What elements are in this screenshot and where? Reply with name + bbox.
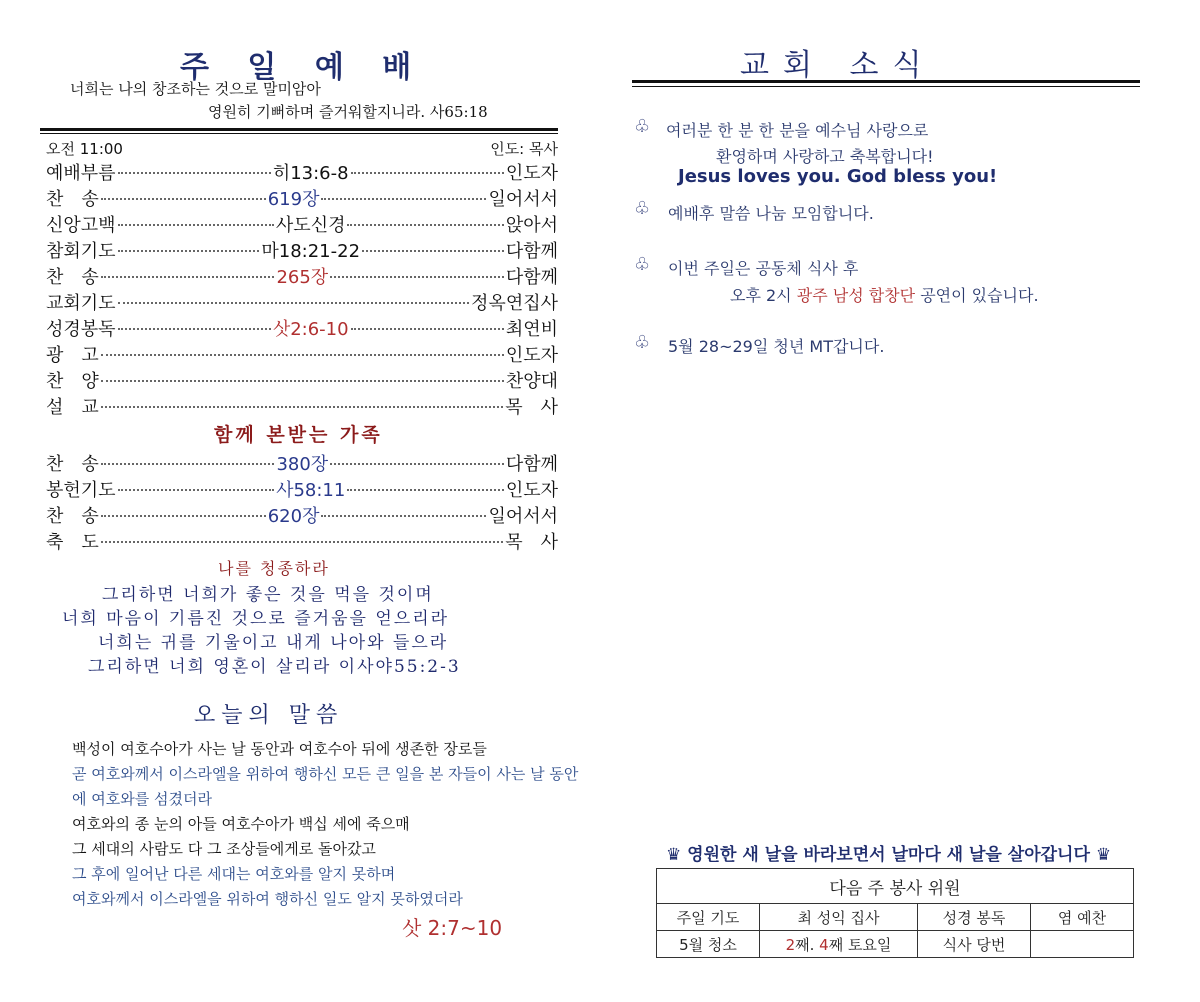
order-reference: 619장	[267, 189, 320, 210]
order-reference: 265장	[276, 267, 329, 288]
order-row	[46, 450, 558, 476]
dot-leader	[347, 489, 504, 491]
order-row	[46, 476, 558, 502]
dot-leader	[101, 406, 503, 408]
order-row	[46, 185, 558, 211]
order-reference: 620장	[267, 506, 320, 527]
order-label: 신앙고백	[46, 215, 116, 236]
order-person: 정옥연집사	[471, 293, 558, 314]
clover-icon: ♧	[634, 254, 651, 275]
section2-title: 함께 본받는 가족	[214, 424, 383, 446]
motto-text: 영원한 새 날을 바라보면서 날마다 새 날을 살아갑니다	[687, 845, 1090, 865]
scripture-line: 여호와께서 이스라엘을 위하여 행하신 일도 알지 못하였더라	[72, 890, 463, 908]
divider	[40, 128, 558, 131]
dot-leader	[118, 224, 274, 226]
dot-leader	[330, 276, 504, 278]
service-table	[656, 868, 1134, 958]
scripture-line: 백성이 여호수아가 사는 날 동안과 여호수아 뒤에 생존한 장로들	[72, 740, 487, 758]
service-cell: 주일 기도	[657, 904, 760, 931]
service-leader: 인도: 목사	[490, 140, 558, 158]
order-row	[46, 502, 558, 528]
order-label: 광 고	[46, 345, 99, 366]
scripture-line: 에 여호와를 섬겼더라	[72, 790, 212, 808]
clover-icon: ♧	[634, 198, 651, 219]
service-cell: 최 성익 집사	[760, 904, 918, 931]
order-label: 참회기도	[46, 241, 116, 262]
title-verse-line1: 너희는 나의 창조하는 것으로 말미암아	[70, 80, 321, 98]
order-label: 찬 송	[46, 189, 99, 210]
dot-leader	[347, 224, 503, 226]
church-news-title: 교회 소식	[740, 48, 936, 83]
clover-icon: ♧	[634, 116, 651, 137]
dot-leader	[101, 198, 266, 200]
dot-leader	[101, 515, 266, 517]
order-person: 인도자	[505, 345, 558, 366]
order-label: 성경봉독	[46, 319, 116, 340]
service-cell	[1031, 931, 1134, 958]
benediction-title: 나를 청종하라	[218, 559, 330, 578]
order-person: 다함께	[505, 454, 559, 475]
order-reference: 사도신경	[275, 215, 346, 236]
service-cell: 성경 봉독	[918, 904, 1031, 931]
order-person: 일어서서	[488, 189, 558, 210]
order-label: 예배부름	[46, 163, 116, 184]
order-reference: 380장	[276, 454, 329, 475]
order-label: 찬 송	[46, 506, 99, 527]
order-reference: 마18:21-22	[261, 241, 361, 262]
order-label: 축 도	[46, 532, 99, 553]
service-cell: 2째. 4째 토요일	[760, 931, 918, 958]
benediction-line: 너희 마음이 기름진 것으로 즐거움을 얻으리라	[62, 609, 450, 629]
scripture-reference: 삿 2:7~10	[402, 916, 503, 940]
title-verse-line2: 영원히 기뻐하며 즐거워할지니라. 사65:18	[208, 103, 488, 121]
order-person: 목 사	[505, 397, 558, 418]
dot-leader	[101, 354, 504, 356]
order-row	[46, 263, 558, 289]
motto	[666, 840, 1111, 865]
order-label: 교회기도	[46, 293, 116, 314]
benediction-line: 그리하면 너희 영혼이 살리라 이사야55:2-3	[88, 657, 461, 677]
worship-title: 주 일 예 배	[180, 50, 426, 85]
order-person: 인도자	[505, 163, 558, 184]
dot-leader	[118, 250, 260, 252]
news-item-1-line2: 환영하며 사랑하고 축복합니다!	[716, 147, 934, 166]
order-label: 찬 양	[46, 371, 99, 392]
news-item-1-line1: 여러분 한 분 한 분을 예수님 사랑으로	[666, 121, 929, 140]
crown-icon: ♛	[666, 845, 682, 865]
service-cell: 염 예찬	[1031, 904, 1134, 931]
order-row	[46, 315, 558, 341]
order-row	[46, 289, 558, 315]
order-person: 다함께	[505, 267, 559, 288]
dot-leader	[321, 198, 486, 200]
clover-icon: ♧	[634, 332, 651, 353]
service-cell: 식사 당번	[918, 931, 1031, 958]
dot-leader	[321, 515, 486, 517]
dot-leader	[362, 250, 504, 252]
service-table-title: 다음 주 봉사 위원	[657, 869, 1134, 904]
news-item-3-line1: 이번 주일은 공동체 식사 후	[668, 259, 859, 278]
news-item-3-choir: 광주 남성 합창단	[796, 286, 916, 305]
dot-leader	[118, 489, 275, 491]
news-item-2: 예배후 말씀 나눔 모임합니다.	[668, 204, 874, 223]
news-item-3-time: 오후 2시	[730, 286, 797, 305]
order-row	[46, 341, 558, 367]
order-row	[46, 211, 558, 237]
order-person: 인도자	[505, 480, 558, 501]
order-person: 일어서서	[488, 506, 558, 527]
benediction-line: 그리하면 너희가 좋은 것을 먹을 것이며	[102, 585, 434, 605]
order-person: 최연비	[505, 319, 558, 340]
scripture-line: 여호와의 종 눈의 아들 여호수아가 백십 세에 죽으매	[72, 815, 410, 833]
order-reference: 히13:6-8	[272, 163, 349, 184]
news-item-1-english: Jesus loves you. God bless you!	[678, 166, 998, 187]
dot-leader	[101, 463, 275, 465]
dot-leader	[101, 276, 275, 278]
divider	[40, 133, 558, 134]
order-label: 찬 송	[46, 267, 99, 288]
dot-leader	[351, 328, 504, 330]
dot-leader	[351, 172, 504, 174]
time-row	[46, 138, 558, 159]
dot-leader	[101, 380, 504, 382]
crown-icon: ♛	[1095, 845, 1112, 865]
order-row	[46, 393, 558, 419]
divider	[632, 80, 1140, 83]
order-label: 설 교	[46, 397, 99, 418]
service-cell: 5월 청소	[657, 931, 760, 958]
order-person: 찬양대	[505, 371, 558, 392]
order-row	[46, 528, 558, 554]
today-word-title: 오늘의 말씀	[194, 703, 344, 728]
news-item-3-rest: 공연이 있습니다.	[915, 286, 1039, 305]
order-person: 앉아서	[505, 215, 559, 236]
dot-leader	[101, 541, 503, 543]
dot-leader	[330, 463, 504, 465]
order-label: 봉헌기도	[46, 480, 116, 501]
order-person: 목 사	[505, 532, 558, 553]
order-row	[46, 237, 558, 263]
scripture-line: 그 후에 일어난 다른 세대는 여호와를 알지 못하며	[72, 865, 396, 883]
scripture-line: 곧 여호와께서 이스라엘을 위하여 행하신 모든 큰 일을 본 자들이 사는 날 동안	[72, 765, 579, 783]
order-reference: 삿2:6-10	[272, 319, 349, 340]
news-item-3-line2	[730, 283, 1039, 306]
dot-leader	[118, 302, 469, 304]
news-item-4: 5월 28~29일 청년 MT갑니다.	[668, 337, 885, 356]
divider	[632, 86, 1140, 87]
service-time: 오전 11:00	[46, 140, 123, 158]
order-person: 다함께	[505, 241, 558, 262]
order-reference: 사58:11	[276, 480, 346, 501]
order-label: 찬 송	[46, 454, 99, 475]
order-row	[46, 159, 558, 185]
scripture-line: 그 세대의 사람도 다 그 조상들에게로 돌아갔고	[72, 840, 376, 858]
order-row	[46, 367, 558, 393]
benediction-line: 너희는 귀를 기울이고 내게 나아와 들으라	[98, 633, 449, 653]
dot-leader	[118, 328, 271, 330]
dot-leader	[118, 172, 271, 174]
